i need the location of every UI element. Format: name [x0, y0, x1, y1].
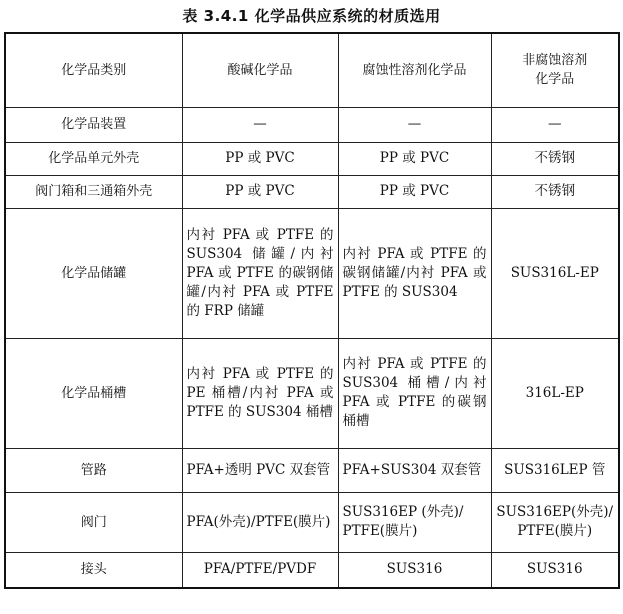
table-row: [5, 175, 619, 208]
table-cell: SUS316: [338, 552, 491, 588]
table-title: 表 3.4.1 化学品供应系统的材质选用: [182, 7, 441, 25]
table-cell: 不锈钢: [491, 175, 619, 208]
row-label: 化学品储罐: [5, 208, 182, 338]
table-cell: PP 或 PVC: [338, 142, 491, 175]
header-corrosive-solvent: 腐蚀性溶剂化学品: [338, 33, 491, 107]
table-cell: 内衬 PFA 或 PTFE 的碳钢储罐/内衬 PFA 或 PTFE 的 SUS304: [338, 208, 491, 338]
table-cell: PP 或 PVC: [182, 175, 338, 208]
table-cell: PFA(外壳)/PTFE(膜片): [182, 492, 338, 552]
row-label: 化学品单元外壳: [5, 142, 182, 175]
row-label: 接头: [5, 552, 182, 588]
table-row: [5, 492, 619, 552]
table-cell: PFA+SUS304 双套管: [338, 448, 491, 492]
table-header-row: [5, 33, 619, 107]
table-row: [5, 552, 619, 588]
table-cell: —: [182, 107, 338, 142]
table-row: [5, 448, 619, 492]
table-cell: SUS316: [491, 552, 619, 588]
row-label: 化学品装置: [5, 107, 182, 142]
table-cell: PFA+透明 PVC 双套管: [182, 448, 338, 492]
table-cell: PP 或 PVC: [338, 175, 491, 208]
header-acid-base: 酸碱化学品: [182, 33, 338, 107]
row-label: 管路: [5, 448, 182, 492]
header-category: 化学品类别: [5, 33, 182, 107]
table-cell: SUS316EP (外壳)/ PTFE(膜片): [338, 492, 491, 552]
table-cell: —: [491, 107, 619, 142]
table-cell: 不锈钢: [491, 142, 619, 175]
row-label: 阀门: [5, 492, 182, 552]
table-cell: 内衬 PFA 或 PTFE 的 PE 桶槽/内衬 PFA 或 PTFE 的 SUS304 桶槽: [182, 338, 338, 448]
table-cell: —: [338, 107, 491, 142]
table-cell: 内衬 PFA 或 PTFE 的 SUS304 桶槽/内衬 PFA 或 PTFE 的碳钢桶槽: [338, 338, 491, 448]
table-cell: SUS316L-EP: [491, 208, 619, 338]
table-cell: SUS316EP(外壳)/ PTFE(膜片): [491, 492, 619, 552]
row-label: 阀门箱和三通箱外壳: [5, 175, 182, 208]
table-row: [5, 208, 619, 338]
table-cell: 316L-EP: [491, 338, 619, 448]
table-cell: PFA/PTFE/PVDF: [182, 552, 338, 588]
table-row: [5, 107, 619, 142]
header-noncorrosive-solvent: 非腐蚀溶剂 化学品: [491, 33, 619, 107]
table-row: [5, 338, 619, 448]
table-cell: PP 或 PVC: [182, 142, 338, 175]
materials-table: [4, 32, 620, 589]
table-row: [5, 142, 619, 175]
row-label: 化学品桶槽: [5, 338, 182, 448]
table-cell: SUS316LEP 管: [491, 448, 619, 492]
table-cell: 内衬 PFA 或 PTFE 的 SUS304 储罐/内衬 PFA 或 PTFE 的碳钢储罐/内衬 PFA 或 PTFE 的 FRP 储罐: [182, 208, 338, 338]
